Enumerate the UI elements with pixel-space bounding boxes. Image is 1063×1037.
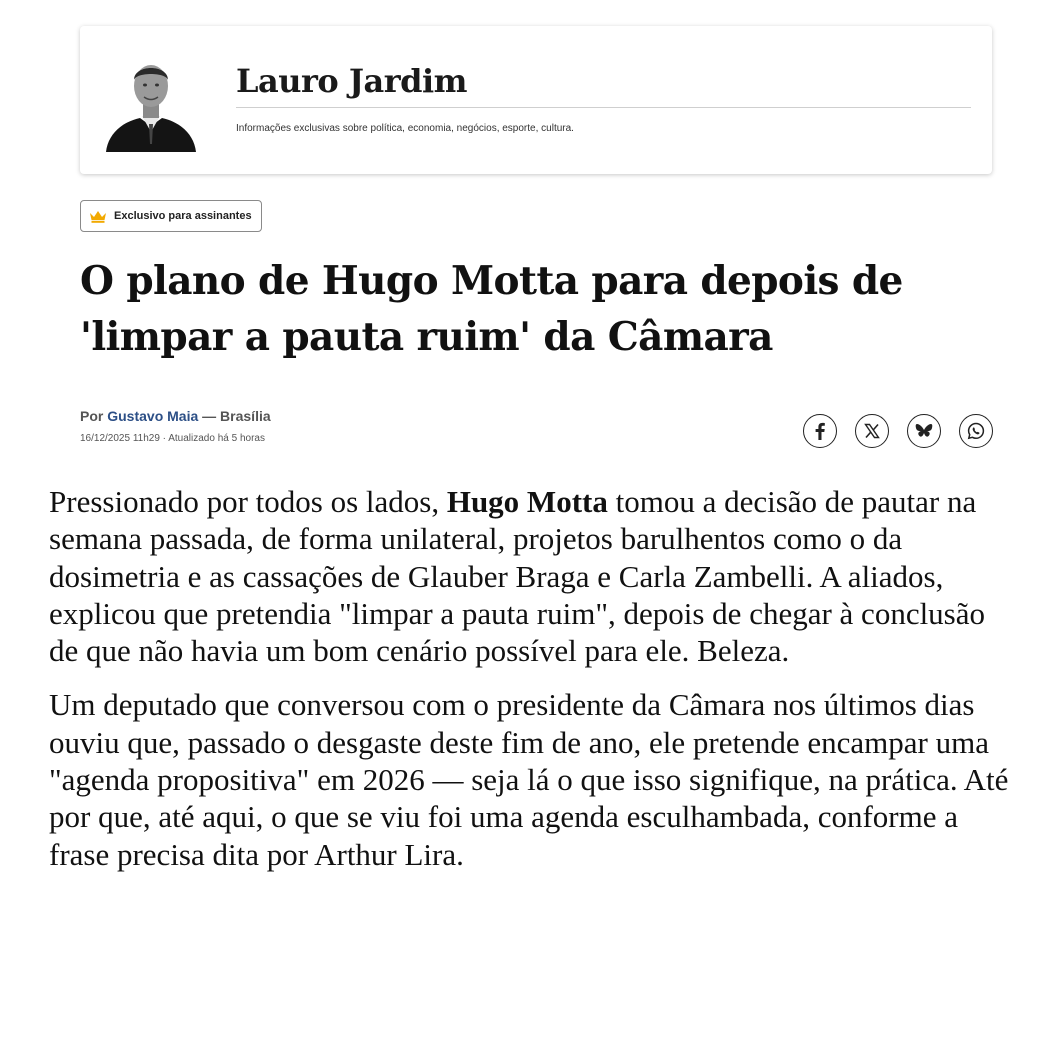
columnist-header xyxy=(80,26,992,174)
whatsapp-icon xyxy=(967,422,985,440)
byline-separator: — xyxy=(202,408,217,424)
share-bluesky-button[interactable] xyxy=(907,414,941,448)
share-x-button[interactable] xyxy=(855,414,889,448)
dateline: 16/12/2025 11h29 · Atualizado há 5 horas xyxy=(80,433,265,444)
x-icon xyxy=(864,423,880,439)
share-buttons xyxy=(803,414,993,448)
headline-line-1: O plano de Hugo Motta para depois de xyxy=(80,258,903,304)
share-facebook-button[interactable] xyxy=(803,414,837,448)
paragraph-2: Um deputado que conversou com o presidente da Câmara nos últimos dias ouviu que, passado o desgaste deste fim de ano, ele pretende encampar uma "agenda propositiva" em 2026 — seja lá o que isso signifique, na prática. Até por que, até aqui, o que se viu foi uma agenda esculhambada, conforme a frase precisa dita por Arthur Lira. xyxy=(49,687,1009,872)
facebook-icon xyxy=(812,422,828,440)
byline xyxy=(80,408,271,424)
byline-location: Brasília xyxy=(220,408,271,424)
paragraph-1-intro: Pressionado por todos os lados, xyxy=(49,484,447,519)
divider xyxy=(236,107,971,108)
avatar[interactable] xyxy=(106,52,196,152)
columnist-name[interactable]: Lauro Jardim xyxy=(236,62,467,100)
exclusive-badge xyxy=(80,200,262,232)
columnist-portrait-icon xyxy=(106,52,196,152)
paragraph-1-rest: tomou a decisão de pautar na semana passada, de forma unilateral, projetos barulhentos como o da dosimetria e as cassações de Glauber Braga e Carla Zambelli. A aliados, explicou que pretendia "limpar a pauta ruim", depois de chegar à conclusão de que não havia um bom cenário possível para ele. Beleza. xyxy=(49,484,986,669)
crown-icon xyxy=(89,210,107,223)
highlighted-name: Hugo Motta xyxy=(446,484,608,519)
badge-label: Exclusivo para assinantes xyxy=(114,210,252,222)
paragraph-1 xyxy=(49,483,1009,669)
bluesky-icon xyxy=(915,423,933,439)
article-body xyxy=(49,483,1009,890)
columnist-tagline: Informações exclusivas sobre política, economia, negócios, esporte, cultura. xyxy=(236,123,574,134)
share-whatsapp-button[interactable] xyxy=(959,414,993,448)
byline-prefix: Por xyxy=(80,408,104,424)
author-link[interactable]: Gustavo Maia xyxy=(107,408,199,424)
article-headline xyxy=(80,253,980,365)
headline-line-2: 'limpar a pauta ruim' da Câmara xyxy=(80,314,773,360)
